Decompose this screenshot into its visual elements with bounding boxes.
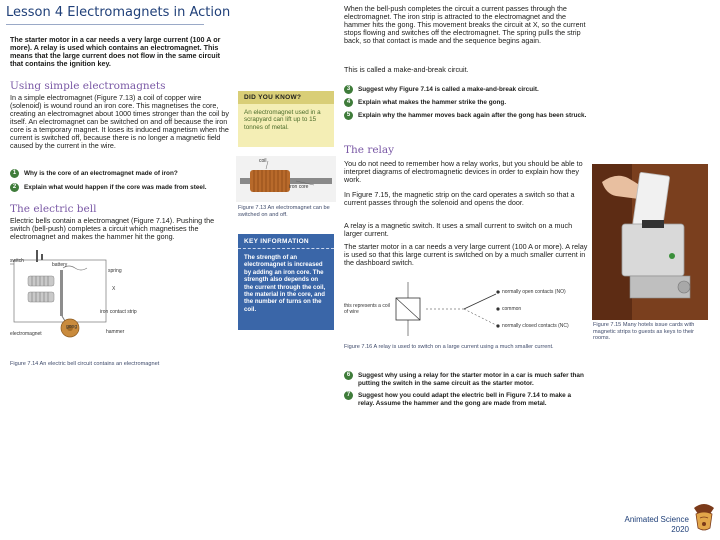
card-reader-lock (622, 224, 684, 276)
question-number: 6 (344, 371, 353, 380)
question-number: 4 (344, 98, 353, 107)
intro-paragraph: The starter motor in a car needs a very large current (100 A or more). A relay is used which contains an electromagnet. This means that the large current does not flow in the same circuit that contains the ignition key. (10, 35, 221, 68)
question-4 (344, 99, 588, 107)
logo-dot (702, 522, 706, 526)
figure-7-16-caption: Figure 7.16 A relay is used to switch on a large current using a much smaller current. (344, 344, 554, 350)
question-text: Suggest why using a relay for the starter motor in a car is much safer than putting the switch in the same circuit as the starter motor. (358, 372, 584, 387)
question-text: Why is the core of an electromagnet made of iron? (24, 170, 178, 177)
heading-electric-bell: The electric bell (10, 203, 97, 215)
question-7 (344, 392, 588, 407)
hotel-keycard-photo (592, 164, 708, 320)
did-you-know-text: An electromagnet used in a scrapyard can lift up to 15 tonnes of metal. (244, 109, 321, 131)
question-text: Explain what would happen if the core was made from steel. (24, 184, 207, 191)
battery-plate (36, 250, 38, 262)
label-normally-open: normally open contacts (NO) (502, 289, 566, 295)
question-text: Explain what makes the hammer strike the gong. (358, 99, 507, 106)
questions-left (10, 170, 232, 192)
figure-7-14-caption: Figure 7.14 An electric bell circuit contains an electromagnet (10, 361, 160, 367)
electric-bell-paragraph: Electric bells contain a electromagnet (Figure 7.14). Pushing the switch (bell-push) completes a circuit which magnetises the electromagnet and makes the hammer hit the gong. (10, 216, 215, 241)
electromagnet-coil-photo (236, 156, 336, 202)
label-coil: coil (259, 158, 267, 164)
relay-coil-diagonal (396, 298, 420, 320)
question-text: Suggest how you could adapt the electric bell in Figure 7.14 to make a relay. Assume the hammer and the gong are made from metal. (358, 392, 572, 407)
iron-strip (60, 270, 63, 316)
key-information-text: The strength of an electromagnet is increased by adding an iron core. The strength also depends on the current through the coil, the material in the core, and the number of turns on the coil. (244, 254, 326, 313)
question-6 (344, 372, 588, 387)
label-common: common (502, 306, 522, 312)
question-number: 2 (10, 183, 19, 192)
card-slot (642, 220, 664, 228)
did-you-know-box (238, 91, 334, 147)
title-underline (6, 24, 204, 25)
page-title: Lesson 4 Electromagnets in Action (6, 5, 231, 20)
relay-paragraph-2: In Figure 7.15, the magnetic strip on the card operates a switch so that a current passes through the solenoid and opens the door. (344, 190, 575, 207)
nc-path (464, 309, 498, 326)
relay-switch-arm (464, 294, 496, 309)
key-information-heading: KEY INFORMATION (238, 234, 334, 249)
questions-right-a (344, 86, 588, 120)
label-iron-contact-strip: iron contact strip (100, 309, 137, 315)
relay-paragraph-3: A relay is a magnetic switch. It uses a small current to switch on a much larger current. (344, 221, 573, 238)
label-relay-coil: this represents a coil of wire (344, 303, 390, 315)
heading-relay: The relay (344, 144, 395, 156)
battery-plate-short (41, 254, 43, 260)
question-number: 1 (10, 169, 19, 178)
simple-electromagnets-paragraph: In a simple electromagnet (Figure 7.13) a coil of copper wire (solenoid) is wound round an iron core. This magnetises the core, creating an electromagnet about 1000 times stronger than the coil by itself. An electromagnet can be switched on and off because the iron core is a temporary magnet. It loses its induced magnetism when the current is switched off, because there is no longer a magnetic field caused by the current in the wire. (10, 93, 229, 150)
label-x: X (112, 286, 116, 292)
label-battery: battery (52, 262, 68, 268)
question-number: 3 (344, 85, 353, 94)
logo-body (696, 512, 712, 530)
label-hammer: hammer (106, 329, 125, 335)
reader-light (669, 253, 675, 259)
handle-knob (678, 281, 690, 293)
questions-right-b (344, 372, 588, 407)
animated-science-logo-icon (690, 500, 718, 536)
question-number: 5 (344, 111, 353, 120)
label-iron-core: iron core (289, 184, 309, 190)
electric-bell-diagram (8, 248, 158, 340)
footer-brand-name: Animated Science (624, 515, 689, 524)
make-and-break-sentence: This is called a make-and-break circuit. (344, 65, 469, 74)
heading-simple-electromagnets: Using simple electromagnets (10, 80, 166, 92)
figure-7-15-caption: Figure 7.15 Many hotels issue cards with magnetic strips to guests as keys to their rooms. (593, 322, 695, 342)
figure-7-13-caption: Figure 7.13 An electromagnet can be switched on and off. (238, 205, 330, 218)
question-5 (344, 112, 588, 120)
question-2 (10, 184, 232, 192)
did-you-know-heading: DID YOU KNOW? (238, 91, 334, 104)
key-information-box (238, 234, 334, 330)
label-spring: spring (108, 268, 122, 274)
relay-paragraph-1: You do not need to remember how a relay works, but you should be able to interpret diagrams of electromagnetic devices in order to explain how they work. (344, 159, 583, 184)
common-contact (496, 307, 499, 310)
footer-brand (625, 515, 689, 535)
label-normally-closed: normally closed contacts (NC) (502, 323, 569, 329)
question-text: Suggest why Figure 7.14 is called a make-and-break circuit. (358, 86, 539, 93)
label-electromagnet: electromagnet (10, 331, 42, 337)
label-switch: switch (10, 258, 24, 264)
footer-year: 2020 (671, 525, 689, 534)
label-gong: gong (66, 324, 78, 330)
bell-operation-paragraph: When the bell-push completes the circuit a current passes through the electromagnet. The iron strip is attracted to the electromagnet and the hammer hits the gong. This movement breaks the circuit at X, so the current stops flowing and switches off the electromagnet. The spring pulls the strip back, so that contact is made and the sequence begins again. (344, 4, 586, 45)
question-text: Explain why the hammer moves back again after the gong has been struck. (358, 112, 587, 119)
relay-paragraph-4: The starter motor in a car needs a very large current (100 A or more). A relay is used so that this large current is switched on by a much smaller current in the dashboard switch. (344, 242, 588, 267)
question-number: 7 (344, 391, 353, 400)
question-3 (344, 86, 588, 94)
question-1 (10, 170, 232, 178)
